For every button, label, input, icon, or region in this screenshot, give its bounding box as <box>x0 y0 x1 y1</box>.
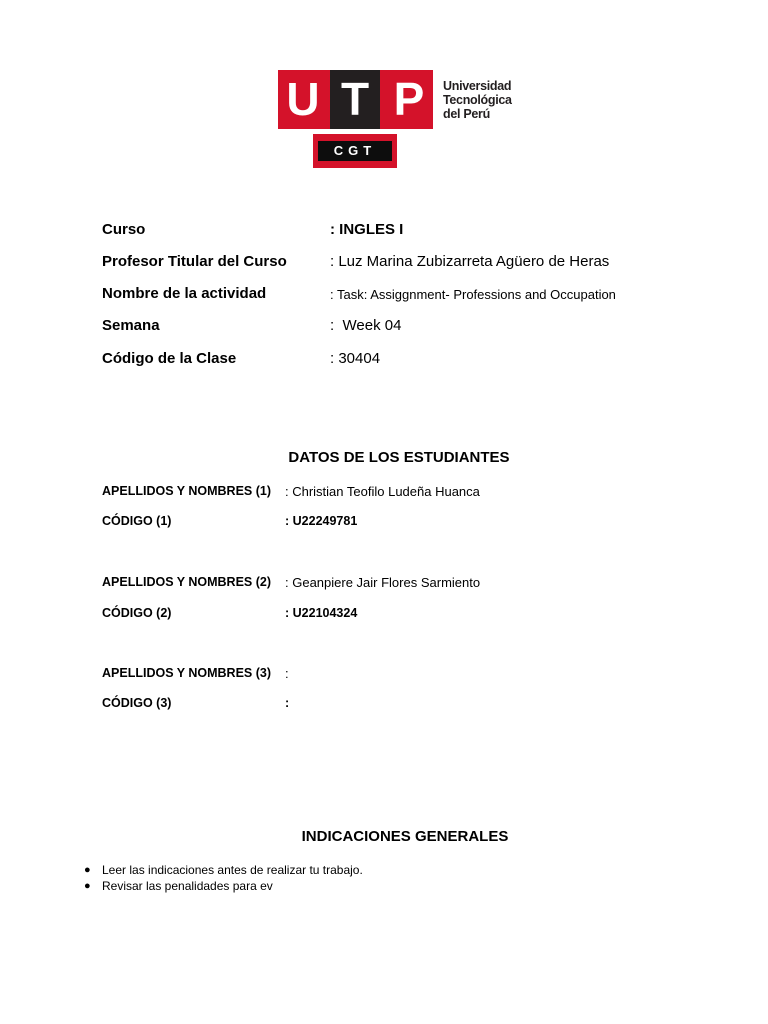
student-3-code-label: CÓDIGO (3) <box>102 696 172 710</box>
actividad-value: : Task: Assiggnment- Professions and Occupation <box>330 287 616 302</box>
student-3-name-label: APELLIDOS Y NOMBRES (3) <box>102 666 272 680</box>
curso-label: Curso <box>102 221 146 238</box>
list-item <box>84 862 363 878</box>
profesor-label: Profesor Titular del Curso <box>102 253 287 270</box>
student-3-code-value: : <box>285 696 290 710</box>
university-line-2: Tecnológica <box>443 93 512 107</box>
semana-label: Semana <box>102 317 160 334</box>
list-item-text: Leer las indicaciones antes de realizar tu trabajo. <box>102 863 363 877</box>
university-name <box>443 79 523 121</box>
student-1-name-value: : Christian Teofilo Ludeña Huanca <box>285 484 480 499</box>
semana-value: : Week 04 <box>330 317 402 334</box>
profesor-value: : Luz Marina Zubizarreta Agüero de Heras <box>330 253 610 270</box>
utp-logo <box>278 70 518 168</box>
student-2-code-value: : U22104324 <box>285 606 358 620</box>
indicaciones-heading: INDICACIONES GENERALES <box>301 828 509 845</box>
university-line-3: del Perú <box>443 107 490 121</box>
student-2-name-value: : Geanpiere Jair Flores Sarmiento <box>285 575 481 590</box>
list-item-text: Revisar las penalidades para ev <box>102 879 273 893</box>
indicaciones-list <box>84 862 363 894</box>
utp-letter-t: T <box>340 73 370 125</box>
actividad-label: Nombre de la actividad <box>102 285 267 302</box>
bullet-icon: ● <box>84 880 91 892</box>
student-2-code-label: CÓDIGO (2) <box>102 606 172 620</box>
cgt-badge <box>313 134 397 168</box>
student-1-code-value: : U22249781 <box>285 514 358 528</box>
student-1-code-label: CÓDIGO (1) <box>102 514 172 528</box>
bullet-icon: ● <box>84 864 91 876</box>
student-1-name-label: APELLIDOS Y NOMBRES (1) <box>102 484 272 498</box>
student-3-name-value: : <box>285 666 289 681</box>
list-item <box>84 878 363 894</box>
codigo-clase-label: Código de la Clase <box>102 350 237 367</box>
curso-value: : INGLES I <box>330 221 404 238</box>
utp-letter-p: P <box>393 73 425 125</box>
students-heading: DATOS DE LOS ESTUDIANTES <box>288 449 510 466</box>
codigo-clase-value: : 30404 <box>330 350 381 367</box>
university-line-1: Universidad <box>443 79 512 93</box>
student-2-name-label: APELLIDOS Y NOMBRES (2) <box>102 575 272 589</box>
utp-letter-u: U <box>286 73 320 125</box>
cgt-text: CGT <box>318 141 392 161</box>
